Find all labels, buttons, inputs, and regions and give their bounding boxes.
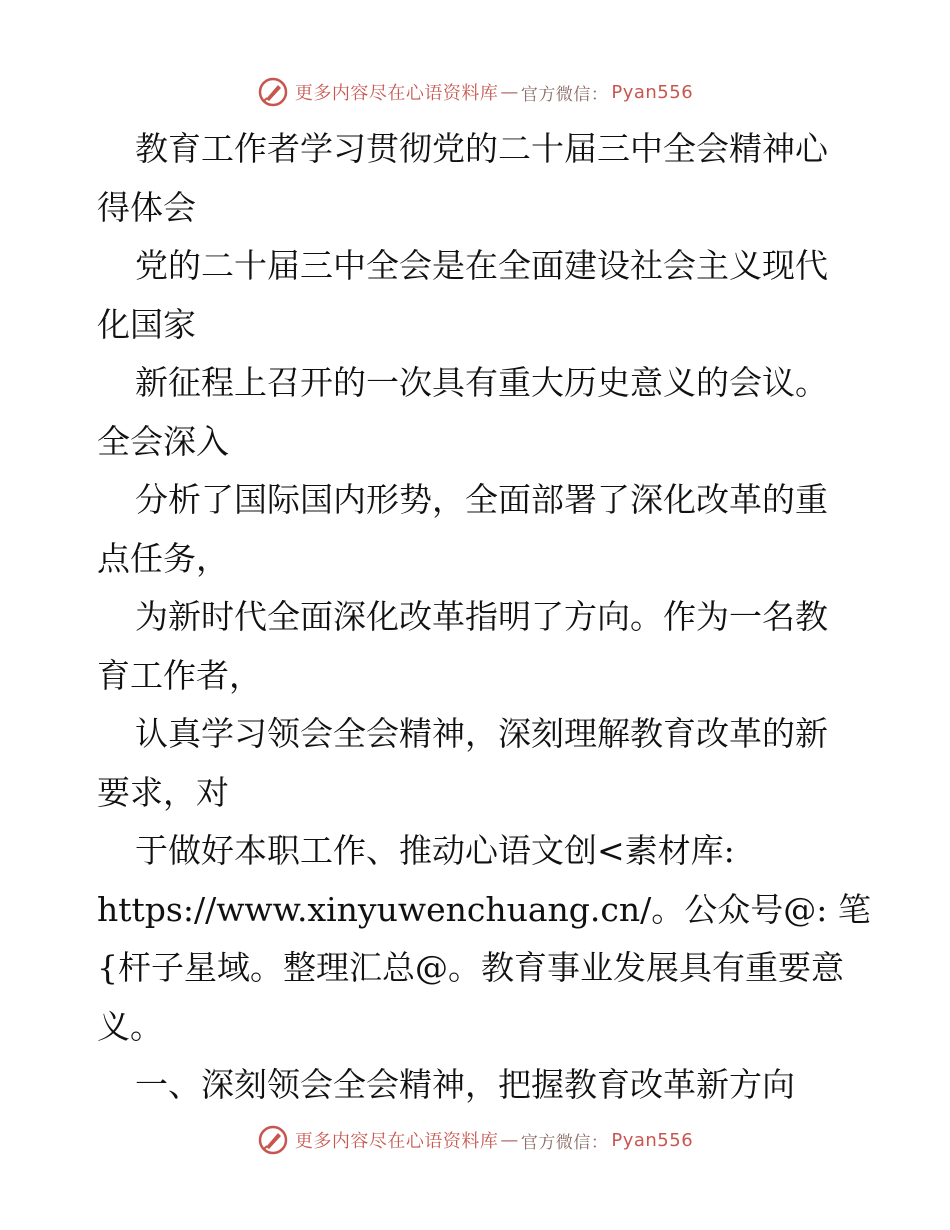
title-line-2: 得体会 bbox=[97, 187, 196, 227]
section-heading: 一、深刻领会全会精神，把握教育改革新方向 bbox=[135, 1065, 795, 1104]
title-line-1: 教育工作者学习贯彻党的二十届三中全会精神心 bbox=[135, 129, 828, 168]
body-line: 育工作者， bbox=[97, 655, 262, 695]
body-line: 全会深入 bbox=[97, 421, 229, 461]
body-line: 点任务， bbox=[97, 538, 229, 578]
body-line: 为新时代全面深化改革指明了方向。作为一名教 bbox=[135, 597, 828, 636]
banner-wechat-id: Pyan556 bbox=[611, 81, 694, 103]
body-line: 认真学习领会全会精神，深刻理解教育改革的新 bbox=[135, 714, 828, 753]
banner-official-label: 官方微信： bbox=[520, 84, 609, 105]
body-line: 党的二十届三中全会是在全面建设社会主义现代 bbox=[135, 246, 828, 285]
body-line: 义。 bbox=[97, 1006, 163, 1046]
banner-separator: — bbox=[500, 81, 519, 103]
body-line: 新征程上召开的一次具有重大历史意义的会议。 bbox=[135, 363, 828, 402]
seal-pen-icon bbox=[257, 76, 289, 108]
banner-text: 更多内容尽在心语资料库 bbox=[294, 83, 499, 104]
body-line: 分析了国际国内形势，全面部署了深化改革的重 bbox=[135, 480, 828, 519]
header-watermark-banner bbox=[0, 72, 950, 112]
seal-pen-icon bbox=[257, 1124, 289, 1156]
document-body bbox=[97, 120, 871, 1115]
banner-wechat-id: Pyan556 bbox=[611, 1129, 694, 1151]
footer-watermark-banner bbox=[0, 1120, 950, 1160]
banner-official-label: 官方微信： bbox=[520, 1132, 609, 1153]
body-line: 要求，对 bbox=[97, 772, 229, 812]
body-line: {杆子星域。整理汇总@。教育事业发展具有重要意 bbox=[97, 948, 844, 987]
banner-text: 更多内容尽在心语资料库 bbox=[294, 1131, 499, 1152]
body-line: 化国家 bbox=[97, 304, 196, 344]
banner-separator: — bbox=[500, 1129, 519, 1151]
body-line: 于做好本职工作、推动心语文创<素材库: bbox=[135, 831, 735, 870]
url-line: https://www.xinyuwenchuang.cn/。公众号@: 笔 bbox=[97, 889, 871, 929]
